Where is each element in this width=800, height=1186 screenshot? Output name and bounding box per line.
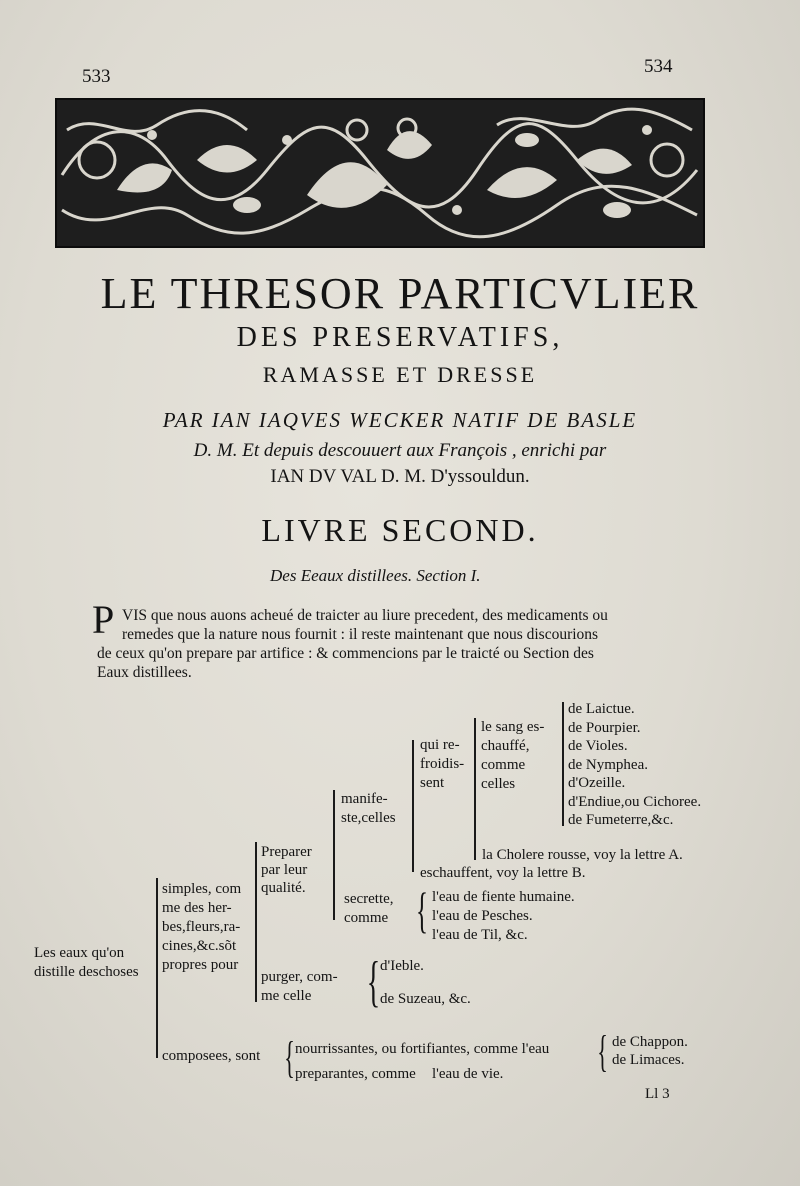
book-title: LIVRE SECOND. <box>261 512 539 548</box>
purger-brace: { <box>366 951 381 1013</box>
purger-brace-line <box>255 956 257 1000</box>
manifeste-label <box>341 790 396 828</box>
cholere-line: la Cholere rousse, voy la lettre A. <box>482 847 683 863</box>
manifeste-brace-line <box>412 740 414 872</box>
simples-label <box>162 880 241 975</box>
title-line-3: RAMASSE ET DRESSE <box>262 362 538 387</box>
secrette-line-1: secrette, <box>344 891 394 907</box>
preparer-brace-line <box>333 790 335 920</box>
simples-line-2: me des her- <box>162 900 232 916</box>
refroidissent-line-1: qui re- <box>420 737 460 753</box>
purger-line-2: me celle <box>261 988 312 1004</box>
plant-item: d'Endiue,ou Cichoree. <box>568 793 702 810</box>
secrette-brace: { <box>416 882 428 938</box>
sang-line-1: le sang es- <box>481 719 545 735</box>
ornament-foliage-image <box>57 100 703 246</box>
purger-label <box>261 968 338 1006</box>
sang-brace-line <box>562 702 564 826</box>
refroidissent-line-2: froidis- <box>420 756 465 772</box>
plant-item: d'Ozeille. <box>568 775 626 791</box>
plant-item: de Violes. <box>568 738 628 754</box>
preparantes-line: preparantes, comme <box>295 1066 416 1082</box>
paragraph-line-1: VIS que nous auons acheué de traicter au liure precedent, des medicaments ou <box>122 607 608 624</box>
secrette-label <box>344 890 394 928</box>
preparer-label <box>261 843 312 897</box>
plant-item: de Pourpier. <box>568 719 641 736</box>
preparer-line-3: qualité. <box>261 880 306 896</box>
sang-line-3: comme <box>481 757 526 773</box>
sang-line-4: celles <box>481 776 516 792</box>
purger-line-1: purger, com- <box>261 969 338 985</box>
author-line: PAR IAN IAQVES WECKER NATIF DE BASLE <box>162 408 638 432</box>
nourrissantes-line: nourrissantes, ou fortifiantes, comme l'eau <box>295 1041 550 1057</box>
plant-item: de Fumeterre,&c. <box>568 812 674 828</box>
eau-item: l'eau de Pesches. <box>432 908 533 924</box>
main-title: LE THRESOR PARTICVLIER <box>100 269 700 318</box>
root-line-1: Les eaux qu'on <box>34 945 125 961</box>
refroidissent-brace-line <box>474 718 476 860</box>
purger-item-1: d'Ieble. <box>380 958 424 974</box>
chappon-item: de Chappon. <box>612 1034 688 1050</box>
section-heading: Des Eeaux distillees. Section I. <box>270 566 481 585</box>
paragraph-line-3: de ceux qu'on prepare par artifice : & commencions par le traicté ou Section des <box>97 645 594 662</box>
plant-item: de Nymphea. <box>568 756 648 773</box>
left-page-number: 533 <box>82 66 111 87</box>
main-brace-line <box>156 878 158 1058</box>
composees-brace: { <box>284 1033 295 1082</box>
chappon-list <box>612 1033 688 1069</box>
simples-line-3: bes,fleurs,ra- <box>162 919 241 935</box>
root-line-2: distille deschoses <box>34 964 139 980</box>
sang-line-2: chauffé, <box>481 738 530 754</box>
chappon-brace: { <box>597 1027 608 1076</box>
simples-line-1: simples, com <box>162 881 242 897</box>
manifeste-line-2: ste,celles <box>341 810 396 826</box>
author-line-3: IAN DV VAL D. M. D'yssouldun. <box>270 466 530 487</box>
woodcut-ornament-banner <box>55 98 705 248</box>
right-page-number: 534 <box>644 56 673 77</box>
preparer-line-2: par leur <box>261 862 308 878</box>
eau-item: l'eau de fiente humaine. <box>432 889 575 905</box>
refroidissent-label <box>420 736 464 793</box>
simples-line-4: cines,&c.sõt <box>162 938 237 954</box>
signature-mark: Ll 3 <box>645 1086 670 1102</box>
eschauffent-line: eschauffent, voy la lettre B. <box>420 865 586 881</box>
manifeste-line-1: manife- <box>341 791 388 807</box>
chappon-item: de Limaces. <box>612 1052 685 1068</box>
composees-label: composees, sont <box>162 1048 261 1064</box>
purger-item-2: de Suzeau, &c. <box>380 991 471 1007</box>
table-root-label <box>34 944 139 982</box>
eau-de-vie: l'eau de vie. <box>432 1066 504 1082</box>
plant-item: de Laictue. <box>568 701 635 717</box>
eau-item: l'eau de Til, &c. <box>432 927 528 943</box>
preparer-line-1: Preparer <box>261 844 312 860</box>
author-line-2: D. M. Et depuis descouuert aux François , enrichi par <box>193 440 607 461</box>
paragraph-line-4: Eaux distillees. <box>97 664 192 681</box>
plants-list <box>568 700 701 830</box>
simples-line-5: propres pour <box>162 957 239 973</box>
title-line-2: DES PRESERVATIFS, <box>236 322 564 353</box>
sang-label <box>481 718 544 794</box>
drop-capital: P <box>92 597 115 642</box>
eaux-list <box>432 888 575 945</box>
secrette-line-2: comme <box>344 910 389 926</box>
paragraph-line-2: remedes que la nature nous fournit : il reste maintenant que nous discourions <box>122 626 599 643</box>
refroidissent-line-3: sent <box>420 775 445 791</box>
